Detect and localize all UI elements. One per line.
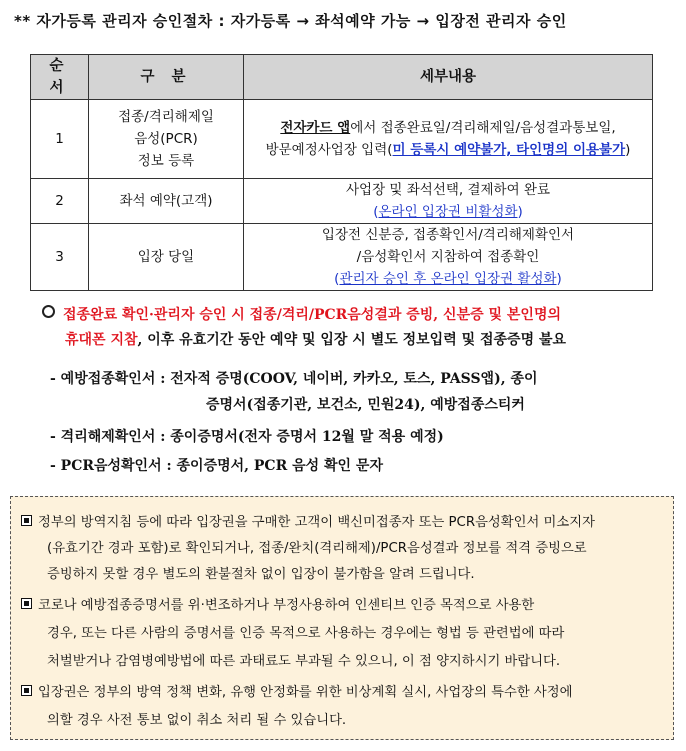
table-row xyxy=(31,100,653,179)
vaccination-cert-line2: 증명서(접종기관, 보건소, 민원24), 예방접종스티커 xyxy=(206,397,525,413)
row-category xyxy=(89,100,244,179)
category-line: 접종/격리해제일 xyxy=(118,109,214,125)
notice-line: 증빙하지 못할 경우 별도의 환불절차 없이 입장이 불가함을 알려 드립니다. xyxy=(47,567,475,582)
table-row xyxy=(31,224,653,291)
row-number: 3 xyxy=(31,224,89,291)
pcr-cert-line: - PCR음성확인서 : 종이증명서, PCR 음성 확인 문자 xyxy=(50,458,383,474)
detail-text: ) xyxy=(517,204,523,220)
detail-text: ) xyxy=(625,142,631,158)
vaccination-cert-line1: - 예방접종확인서 : 전자적 증명(COOV, 네이버, 카카오, 토스, PASS앱), 종이 xyxy=(50,371,538,387)
row-category: 입장 당일 xyxy=(89,224,244,291)
circle-bullet-icon xyxy=(42,305,55,318)
detail-text: 에서 접종완료일/격리해제일/음성결과통보일, xyxy=(350,120,616,136)
notice-line xyxy=(21,511,595,530)
detail-text: ) xyxy=(556,271,562,287)
detail-text: 입장전 신분증, 접종확인서/격리해제확인서 xyxy=(321,227,575,243)
row-detail xyxy=(244,179,653,224)
detail-text: 방문예정사업장 입력( xyxy=(265,142,393,158)
row-category: 좌석 예약(고객) xyxy=(89,179,244,224)
warning-text: 미 등록시 예약불가, 타인명의 이용불가 xyxy=(392,142,626,158)
page-title: ** 자가등록 관리자 승인절차 : 자가등록 → 좌석예약 가능 → 입장전 관리자 승인 xyxy=(14,12,567,30)
square-bullet-icon xyxy=(21,685,32,696)
square-bullet-icon xyxy=(21,515,32,526)
detail-text: 사업장 및 좌석선택, 결제하여 완료 xyxy=(345,182,551,198)
main-note-text: , 이후 유효기간 동안 예약 및 입장 시 별도 정보입력 및 접종증명 불요 xyxy=(137,332,567,348)
detail-text: ( xyxy=(373,204,379,220)
status-text: 온라인 입장권 비활성화 xyxy=(378,204,518,220)
detail-text: /음성확인서 지참하여 접종확인 xyxy=(356,249,540,265)
notice-box xyxy=(10,496,674,740)
notice-line: 처벌받거나 감염병예방법에 따른 과태료도 부과될 수 있으니, 이 점 양지하시기 바랍니다. xyxy=(47,654,561,669)
app-name: 전자카드 앱 xyxy=(280,120,351,136)
header-detail: 세부내용 xyxy=(244,55,653,100)
category-line: 정보 등록 xyxy=(137,153,195,169)
table-row xyxy=(31,179,653,224)
row-number: 1 xyxy=(31,100,89,179)
row-detail xyxy=(244,100,653,179)
table-header-row xyxy=(31,55,653,100)
main-note-red: 휴대폰 지참 xyxy=(65,332,138,348)
notice-line xyxy=(21,594,534,613)
main-note-red: 접종완료 확인·관리자 승인 시 접종/격리/PCR음성결과 증빙, 신분증 및 본인명의 xyxy=(63,307,561,323)
square-bullet-icon xyxy=(21,598,32,609)
row-detail xyxy=(244,224,653,291)
procedure-table xyxy=(30,54,653,291)
notice-line xyxy=(21,681,572,700)
category-line: 음성(PCR) xyxy=(134,131,198,147)
notice-text: 코로나 예방접종증명서를 위·변조하거나 부정사용하여 인센티브 인증 목적으로 사용한 xyxy=(38,598,535,613)
main-note-line2 xyxy=(65,329,566,349)
header-order: 순 서 xyxy=(31,55,89,100)
row-number: 2 xyxy=(31,179,89,224)
status-text: 관리자 승인 후 온라인 입장권 활성화 xyxy=(339,271,557,287)
notice-line: (유효기간 경과 포함)로 확인되거나, 접종/완치(격리해제)/PCR음성결과 정보를 적격 증빙으로 xyxy=(47,541,587,556)
detail-text: ( xyxy=(334,271,340,287)
main-note-line1 xyxy=(42,304,561,324)
notice-line: 경우, 또는 다른 사람의 증명서를 인증 목적으로 사용하는 경우에는 형법 등 관련법에 따라 xyxy=(47,626,565,641)
quarantine-cert-line: - 격리해제확인서 : 종이증명서(전자 증명서 12월 말 적용 예정) xyxy=(50,429,444,445)
notice-text: 입장권은 정부의 방역 정책 변화, 유행 안정화를 위한 비상계획 실시, 사업장의 특수한 사정에 xyxy=(38,685,573,700)
header-category: 구 분 xyxy=(89,55,244,100)
notice-line: 의할 경우 사전 통보 없이 취소 처리 될 수 있습니다. xyxy=(47,713,347,728)
notice-text: 정부의 방역지침 등에 따라 입장권을 구매한 고객이 백신미접종자 또는 PCR음성확인서 미소지자 xyxy=(38,515,595,530)
